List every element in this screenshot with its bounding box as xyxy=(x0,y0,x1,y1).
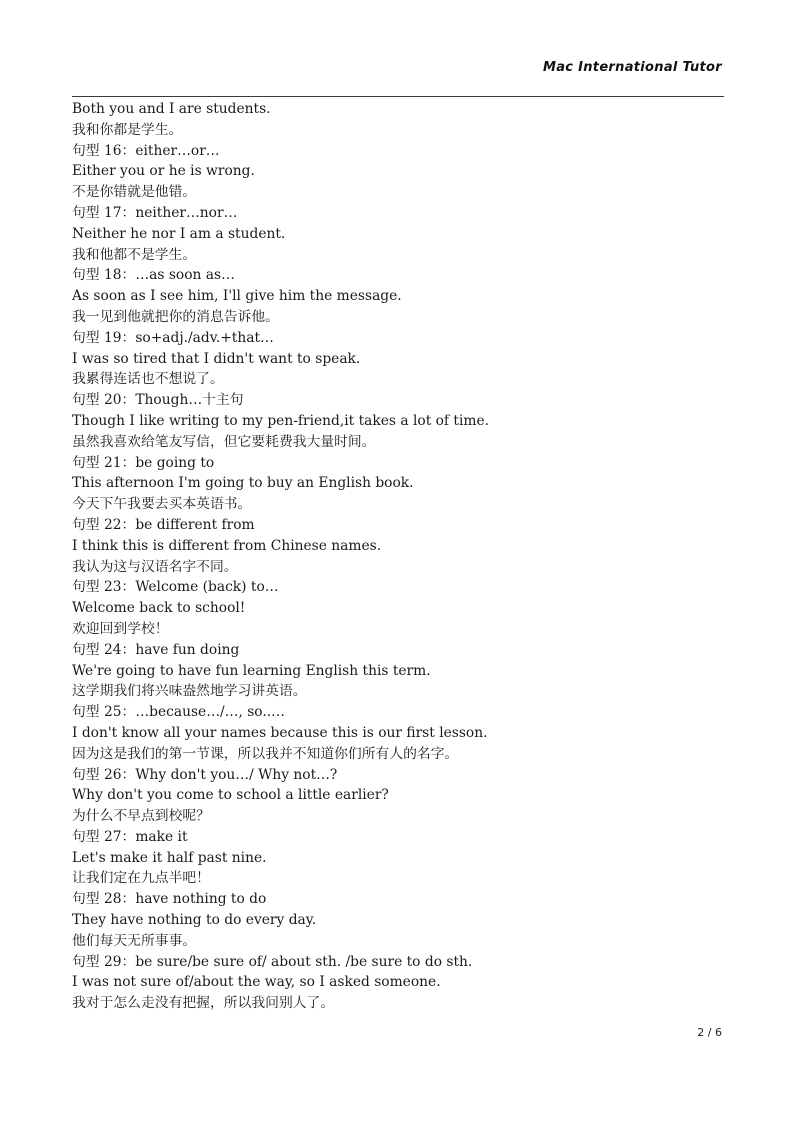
text-line: 让我们定在九点半吧！ xyxy=(72,870,210,887)
text-line: 句型 20：Though…十主句 xyxy=(72,392,244,409)
document-body xyxy=(72,99,724,1014)
text-line: 为什么不早点到校呢？ xyxy=(72,808,210,825)
text-line: Either you or he is wrong. xyxy=(72,163,255,180)
text-line: 句型 23：Welcome (back) to… xyxy=(72,579,279,596)
text-line: 句型 28：have nothing to do xyxy=(72,891,267,908)
document-header-title: Mac International Tutor xyxy=(542,60,722,75)
text-line: 我对于怎么走没有把握，所以我问别人了。 xyxy=(72,995,335,1012)
text-line: Welcome back to school! xyxy=(72,600,246,617)
text-line: 今天下午我要去买本英语书。 xyxy=(72,496,252,513)
text-line: I was so tired that I didn't want to speak. xyxy=(72,350,361,367)
text-line: 欢迎回到学校！ xyxy=(72,620,169,637)
text-line: 我认为这与汉语名字不同。 xyxy=(72,558,238,575)
text-line: 因为这是我们的第一节课，所以我并不知道你们所有人的名字。 xyxy=(72,745,459,762)
text-line: I don't know all your names because this is our first lesson. xyxy=(72,724,488,741)
text-line: 句型 22：be different from xyxy=(72,516,255,533)
text-line: I think this is different from Chinese names. xyxy=(72,537,382,554)
text-line: 我累得连话也不想说了。 xyxy=(72,371,224,388)
text-line: 虽然我喜欢给笔友写信，但它要耗费我大量时间。 xyxy=(72,433,376,450)
text-line: We're going to have fun learning English this term. xyxy=(72,662,431,679)
text-line: 我和他都不是学生。 xyxy=(72,246,197,263)
text-line: 我一见到他就把你的消息告诉他。 xyxy=(72,308,279,325)
text-line: Neither he nor I am a student. xyxy=(72,225,286,242)
text-line: 句型 26：Why don't you…/ Why not…? xyxy=(72,766,338,783)
text-line: 句型 25：…because…/…, so..… xyxy=(72,704,285,721)
text-line: I was not sure of/about the way, so I asked someone. xyxy=(72,974,441,991)
text-line: 不是你错就是他错。 xyxy=(72,184,197,201)
text-line: 句型 24：have fun doing xyxy=(72,641,240,658)
text-line: 这学期我们将兴味盎然地学习讲英语。 xyxy=(72,683,307,700)
text-line: 他们每天无所事事。 xyxy=(72,932,197,949)
text-line: Though I like writing to my pen-friend,it takes a lot of time. xyxy=(72,412,490,429)
text-line: 句型 17：neither…nor… xyxy=(72,204,238,221)
text-line: 句型 18：…as soon as… xyxy=(72,267,235,284)
page-number: 2 / 6 xyxy=(697,1026,722,1039)
text-line: Why don't you come to school a little earlier? xyxy=(72,787,389,804)
text-line: 句型 27：make it xyxy=(72,828,188,845)
text-line: 我和你都是学生。 xyxy=(72,121,183,138)
header-divider xyxy=(72,96,724,97)
text-line: As soon as I see him, I'll give him the message. xyxy=(72,288,402,305)
text-line: They have nothing to do every day. xyxy=(72,912,317,929)
text-line: Both you and I are students. xyxy=(72,101,271,117)
text-line: 句型 29：be sure/be sure of/ about sth. /be sure to do sth. xyxy=(72,953,473,970)
text-line: 句型 19：so+adj./adv.+that… xyxy=(72,329,274,346)
text-line: 句型 16：either…or… xyxy=(72,142,220,159)
text-line: This afternoon I'm going to buy an English book. xyxy=(72,475,414,492)
text-line: 句型 21：be going to xyxy=(72,454,215,471)
text-line: Let's make it half past nine. xyxy=(72,849,267,866)
